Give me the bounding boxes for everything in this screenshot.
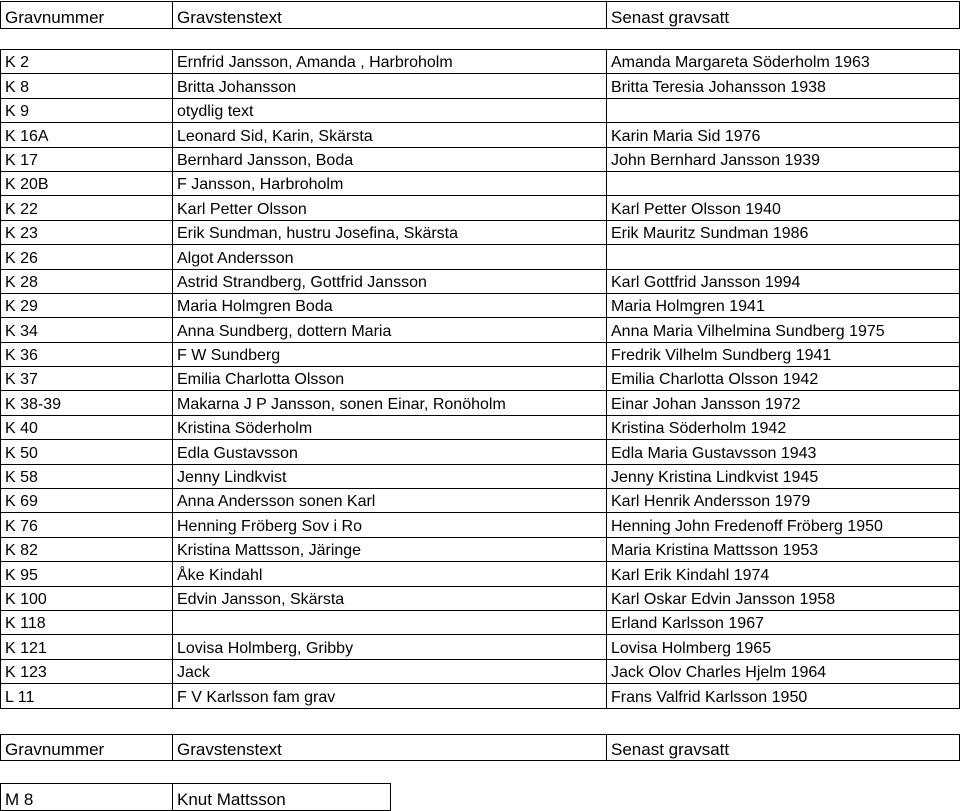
table-row xyxy=(1,684,960,708)
cell-gravstenstext: Kristina Söderholm xyxy=(173,415,607,439)
cell-gravnummer: K 26 xyxy=(1,245,173,269)
cell-senast-gravsatt: Anna Maria Vilhelmina Sundberg 1975 xyxy=(607,318,960,342)
cell-gravstenstext: Anna Andersson sonen Karl xyxy=(173,489,607,513)
cell-gravstenstext: Maria Holmgren Boda xyxy=(173,293,607,317)
table-row xyxy=(1,220,960,244)
table-row xyxy=(1,342,960,366)
cell-gravstenstext xyxy=(173,610,607,634)
cell-gravstenstext: Anna Sundberg, dottern Maria xyxy=(173,318,607,342)
cell-gravnummer: K 20B xyxy=(1,171,173,195)
cell-senast-gravsatt: Maria Kristina Mattsson 1953 xyxy=(607,537,960,561)
cell-senast-gravsatt: Henning John Fredenoff Fröberg 1950 xyxy=(607,513,960,537)
table-row xyxy=(1,537,960,561)
cell-senast-gravsatt: Frans Valfrid Karlsson 1950 xyxy=(607,684,960,708)
cell-gravstenstext: Astrid Strandberg, Gottfrid Jansson xyxy=(173,269,607,293)
cell-senast-gravsatt: Erik Mauritz Sundman 1986 xyxy=(607,220,960,244)
footer-table xyxy=(0,734,960,761)
cell-gravnummer: K 121 xyxy=(1,635,173,659)
table-row xyxy=(1,269,960,293)
table-row xyxy=(1,171,960,195)
cell-senast-gravsatt: Britta Teresia Johansson 1938 xyxy=(607,74,960,98)
table-row xyxy=(1,367,960,391)
cell-senast-gravsatt: Lovisa Holmberg 1965 xyxy=(607,635,960,659)
table-row xyxy=(1,635,960,659)
cell-gravstenstext: Edla Gustavsson xyxy=(173,440,607,464)
cell-senast-gravsatt: Amanda Margareta Söderholm 1963 xyxy=(607,50,960,74)
table-row xyxy=(1,391,960,415)
cell-senast-gravsatt: Maria Holmgren 1941 xyxy=(607,293,960,317)
cell-gravnummer: K 118 xyxy=(1,610,173,634)
table-row xyxy=(1,196,960,220)
cell-gravnummer: K 123 xyxy=(1,659,173,683)
cell-gravnummer: K 29 xyxy=(1,293,173,317)
cell-senast-gravsatt xyxy=(607,245,960,269)
cell-senast-gravsatt: Karl Petter Olsson 1940 xyxy=(607,196,960,220)
cell-gravstenstext: Emilia Charlotta Olsson xyxy=(173,367,607,391)
table-row xyxy=(1,489,960,513)
footer-row xyxy=(1,735,960,761)
table-row xyxy=(1,562,960,586)
cell-gravstenstext: Bernhard Jansson, Boda xyxy=(173,147,607,171)
table-row xyxy=(1,98,960,122)
cell-gravstenstext: Algot Andersson xyxy=(173,245,607,269)
extra-gravnummer: M 8 xyxy=(1,784,173,811)
cell-senast-gravsatt xyxy=(607,171,960,195)
cell-senast-gravsatt: Erland Karlsson 1967 xyxy=(607,610,960,634)
grave-table xyxy=(0,49,960,709)
cell-gravnummer: K 22 xyxy=(1,196,173,220)
table-row xyxy=(1,50,960,74)
cell-senast-gravsatt: Jenny Kristina Lindkvist 1945 xyxy=(607,464,960,488)
table-row xyxy=(1,245,960,269)
cell-gravnummer: K 69 xyxy=(1,489,173,513)
footer-gravnummer: Gravnummer xyxy=(1,735,173,761)
footer-senast-gravsatt: Senast gravsatt xyxy=(607,735,960,761)
cell-gravnummer: K 28 xyxy=(1,269,173,293)
cell-gravnummer: K 9 xyxy=(1,98,173,122)
cell-gravstenstext: otydlig text xyxy=(173,98,607,122)
footer-gravstenstext: Gravstenstext xyxy=(173,735,607,761)
cell-gravnummer: K 8 xyxy=(1,74,173,98)
cell-gravnummer: K 100 xyxy=(1,586,173,610)
extra-gravstenstext: Knut Mattsson xyxy=(173,784,391,811)
cell-senast-gravsatt: Karl Oskar Edvin Jansson 1958 xyxy=(607,586,960,610)
extra-row xyxy=(1,784,391,811)
cell-gravstenstext: Henning Fröberg Sov i Ro xyxy=(173,513,607,537)
cell-gravstenstext: F Jansson, Harbroholm xyxy=(173,171,607,195)
cell-gravstenstext: F V Karlsson fam grav xyxy=(173,684,607,708)
cell-senast-gravsatt: Kristina Söderholm 1942 xyxy=(607,415,960,439)
cell-gravstenstext: Åke Kindahl xyxy=(173,562,607,586)
table-row xyxy=(1,610,960,634)
table-row xyxy=(1,293,960,317)
cell-gravstenstext: Britta Johansson xyxy=(173,74,607,98)
table-row xyxy=(1,318,960,342)
cell-senast-gravsatt: Karl Gottfrid Jansson 1994 xyxy=(607,269,960,293)
cell-gravnummer: K 38-39 xyxy=(1,391,173,415)
cell-gravstenstext: Ernfrid Jansson, Amanda , Harbroholm xyxy=(173,50,607,74)
cell-senast-gravsatt: Karl Henrik Andersson 1979 xyxy=(607,489,960,513)
cell-gravstenstext: Karl Petter Olsson xyxy=(173,196,607,220)
table-row xyxy=(1,74,960,98)
cell-gravnummer: K 36 xyxy=(1,342,173,366)
cell-gravstenstext: Jack xyxy=(173,659,607,683)
cell-gravnummer: K 34 xyxy=(1,318,173,342)
cell-senast-gravsatt xyxy=(607,98,960,122)
cell-gravstenstext: Erik Sundman, hustru Josefina, Skärsta xyxy=(173,220,607,244)
table-row xyxy=(1,586,960,610)
cell-gravstenstext: Edvin Jansson, Skärsta xyxy=(173,586,607,610)
cell-senast-gravsatt: Jack Olov Charles Hjelm 1964 xyxy=(607,659,960,683)
cell-senast-gravsatt: Emilia Charlotta Olsson 1942 xyxy=(607,367,960,391)
cell-gravnummer: K 23 xyxy=(1,220,173,244)
extra-table xyxy=(0,783,391,811)
cell-gravnummer: K 17 xyxy=(1,147,173,171)
cell-gravnummer: K 58 xyxy=(1,464,173,488)
cell-gravstenstext: Jenny Lindkvist xyxy=(173,464,607,488)
cell-gravnummer: K 76 xyxy=(1,513,173,537)
cell-gravstenstext: Kristina Mattsson, Järinge xyxy=(173,537,607,561)
header-row xyxy=(1,2,960,29)
cell-gravnummer: K 2 xyxy=(1,50,173,74)
cell-senast-gravsatt: Einar Johan Jansson 1972 xyxy=(607,391,960,415)
table-row xyxy=(1,123,960,147)
table-row xyxy=(1,464,960,488)
cell-senast-gravsatt: John Bernhard Jansson 1939 xyxy=(607,147,960,171)
table-row xyxy=(1,147,960,171)
cell-gravnummer: K 50 xyxy=(1,440,173,464)
table-row xyxy=(1,513,960,537)
cell-senast-gravsatt: Fredrik Vilhelm Sundberg 1941 xyxy=(607,342,960,366)
grave-table-body xyxy=(1,50,960,709)
table-row xyxy=(1,440,960,464)
cell-gravnummer: K 82 xyxy=(1,537,173,561)
cell-gravnummer: K 95 xyxy=(1,562,173,586)
cell-senast-gravsatt: Karin Maria Sid 1976 xyxy=(607,123,960,147)
cell-gravnummer: K 16A xyxy=(1,123,173,147)
cell-gravstenstext: F W Sundberg xyxy=(173,342,607,366)
table-row xyxy=(1,415,960,439)
cell-senast-gravsatt: Karl Erik Kindahl 1974 xyxy=(607,562,960,586)
cell-gravnummer: K 37 xyxy=(1,367,173,391)
header-table xyxy=(0,1,960,29)
cell-gravnummer: K 40 xyxy=(1,415,173,439)
table-row xyxy=(1,659,960,683)
cell-gravstenstext: Leonard Sid, Karin, Skärsta xyxy=(173,123,607,147)
cell-gravstenstext: Makarna J P Jansson, sonen Einar, Ronöholm xyxy=(173,391,607,415)
header-senast-gravsatt: Senast gravsatt xyxy=(607,2,960,29)
cell-gravstenstext: Lovisa Holmberg, Gribby xyxy=(173,635,607,659)
header-gravstenstext: Gravstenstext xyxy=(173,2,607,29)
cell-gravnummer: L 11 xyxy=(1,684,173,708)
header-gravnummer: Gravnummer xyxy=(1,2,173,29)
cell-senast-gravsatt: Edla Maria Gustavsson 1943 xyxy=(607,440,960,464)
